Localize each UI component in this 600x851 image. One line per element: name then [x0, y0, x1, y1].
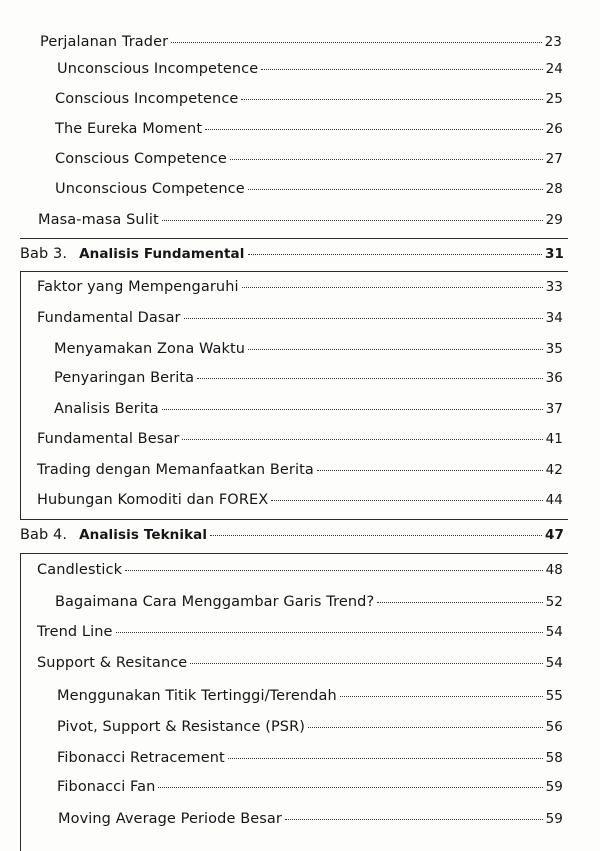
toc-entry — [55, 181, 563, 203]
toc-entry — [38, 212, 563, 234]
leader-dots — [242, 287, 543, 288]
toc-entry — [37, 279, 563, 301]
toc-entry-page: 52 — [545, 594, 563, 610]
toc-entry-page: 58 — [545, 750, 563, 766]
toc-entry — [55, 151, 563, 173]
chapter-heading — [20, 246, 564, 268]
toc-entry-title: Fibonacci Retracement — [57, 750, 225, 766]
toc-entry-page: 42 — [545, 462, 563, 478]
chapter-number: Bab 3. — [20, 246, 68, 262]
leader-dots — [248, 349, 543, 350]
leader-dots — [271, 500, 542, 501]
toc-entry-page: 29 — [545, 212, 563, 228]
chapter-divider — [20, 519, 568, 520]
leader-dots — [340, 696, 543, 697]
leader-dots — [241, 99, 542, 100]
leader-dots — [261, 69, 542, 70]
toc-entry — [37, 655, 563, 677]
toc-entry-page: 35 — [545, 341, 563, 357]
toc-entry — [55, 594, 563, 616]
chapter-title: Analisis Fundamental — [79, 246, 245, 262]
toc-entry-title: Unconscious Incompetence — [57, 61, 259, 77]
toc-entry-page: 54 — [545, 655, 563, 671]
chapter-page: 31 — [545, 246, 564, 262]
toc-entry-page: 37 — [545, 401, 563, 417]
leader-dots — [248, 189, 543, 190]
toc-entry-title: Trading dengan Memanfaatkan Berita — [37, 462, 314, 478]
toc-entry-title: Analisis Berita — [54, 401, 159, 417]
chapter-bracket — [20, 553, 21, 851]
leader-dots — [162, 409, 543, 410]
chapter-heading — [20, 527, 564, 549]
toc-entry-page: 59 — [545, 779, 563, 795]
toc-entry-page: 26 — [545, 121, 563, 137]
toc-entry — [54, 370, 563, 392]
toc-entry-page: 59 — [545, 811, 563, 827]
leader-dots — [125, 570, 543, 571]
toc-entry-page: 55 — [545, 688, 563, 704]
toc-entry-title: Candlestick — [37, 562, 123, 578]
toc-entry-page: 28 — [545, 181, 563, 197]
toc-entry-page: 56 — [545, 719, 563, 735]
toc-entry-title: Fundamental Besar — [37, 431, 180, 447]
leader-dots — [182, 439, 542, 440]
toc-entry — [55, 91, 563, 113]
chapter-bracket — [20, 271, 21, 519]
toc-entry-title: Fibonacci Fan — [57, 779, 156, 795]
leader-dots — [190, 663, 542, 664]
leader-dots — [377, 602, 542, 603]
chapter-page: 47 — [545, 527, 564, 543]
leader-dots — [317, 470, 543, 471]
toc-entry-page: 54 — [545, 624, 563, 640]
toc-entry — [37, 562, 563, 584]
toc-entry — [57, 719, 563, 741]
leader-dots — [228, 758, 543, 759]
toc-entry-title: Menggunakan Titik Tertinggi/Terendah — [57, 688, 337, 704]
toc-entry-title: Menyamakan Zona Waktu — [54, 341, 246, 357]
leader-dots — [116, 632, 543, 633]
toc-entry-page: 23 — [544, 34, 562, 50]
leader-dots — [285, 819, 543, 820]
toc-entry-title: Moving Average Periode Besar — [58, 811, 282, 827]
toc-entry-page: 36 — [545, 370, 563, 386]
toc-entry — [54, 341, 563, 363]
toc-entry — [40, 34, 562, 56]
leader-dots — [184, 318, 543, 319]
toc-entry-title: Fundamental Dasar — [37, 310, 181, 326]
chapter-number: Bab 4. — [20, 527, 68, 543]
toc-entry — [37, 624, 563, 646]
toc-entry — [55, 121, 563, 143]
leader-dots — [248, 254, 543, 255]
leader-dots — [308, 727, 543, 728]
toc-entry-title: Penyaringan Berita — [54, 370, 195, 386]
toc-entry-page: 27 — [545, 151, 563, 167]
toc-entry-title: Hubungan Komoditi dan FOREX — [37, 492, 269, 508]
toc-entry-title: Trend Line — [37, 624, 113, 640]
leader-dots — [162, 220, 543, 221]
toc-entry — [37, 492, 563, 514]
toc-entry-page: 44 — [545, 492, 563, 508]
toc-entry — [54, 401, 563, 423]
toc-entry — [57, 688, 563, 710]
toc-entry-title: Unconscious Competence — [55, 181, 245, 197]
toc-entry-page: 25 — [545, 91, 563, 107]
toc-entry-title: Perjalanan Trader — [40, 34, 169, 50]
chapter-divider — [20, 553, 568, 554]
chapter-divider — [20, 238, 568, 239]
toc-entry-title: Bagaimana Cara Menggambar Garis Trend? — [55, 594, 375, 610]
leader-dots — [158, 787, 542, 788]
toc-entry-title: Support & Resitance — [37, 655, 188, 671]
leader-dots — [230, 159, 543, 160]
leader-dots — [205, 129, 542, 130]
chapter-title: Analisis Teknikal — [79, 527, 208, 543]
leader-dots — [210, 535, 542, 536]
toc-entry-page: 48 — [545, 562, 563, 578]
toc-entry-page: 33 — [545, 279, 563, 295]
leader-dots — [171, 42, 541, 43]
toc-entry-title: Conscious Competence — [55, 151, 227, 167]
toc-entry — [37, 462, 563, 484]
toc-entry-page: 41 — [545, 431, 563, 447]
toc-entry — [37, 310, 563, 332]
toc-entry — [57, 61, 563, 83]
chapter-divider — [20, 271, 568, 272]
toc-entry — [37, 431, 563, 453]
toc-entry-title: The Eureka Moment — [55, 121, 203, 137]
toc-entry — [58, 811, 563, 833]
toc-entry-title: Conscious Incompetence — [55, 91, 239, 107]
toc-entry-page: 34 — [545, 310, 563, 326]
toc-entry-title: Faktor yang Mempengaruhi — [37, 279, 239, 295]
leader-dots — [197, 378, 543, 379]
toc-entry — [57, 750, 563, 772]
toc-entry-page: 24 — [545, 61, 563, 77]
toc-entry — [57, 779, 563, 801]
toc-entry-title: Pivot, Support & Resistance (PSR) — [57, 719, 306, 735]
toc-entry-title: Masa-masa Sulit — [38, 212, 159, 228]
